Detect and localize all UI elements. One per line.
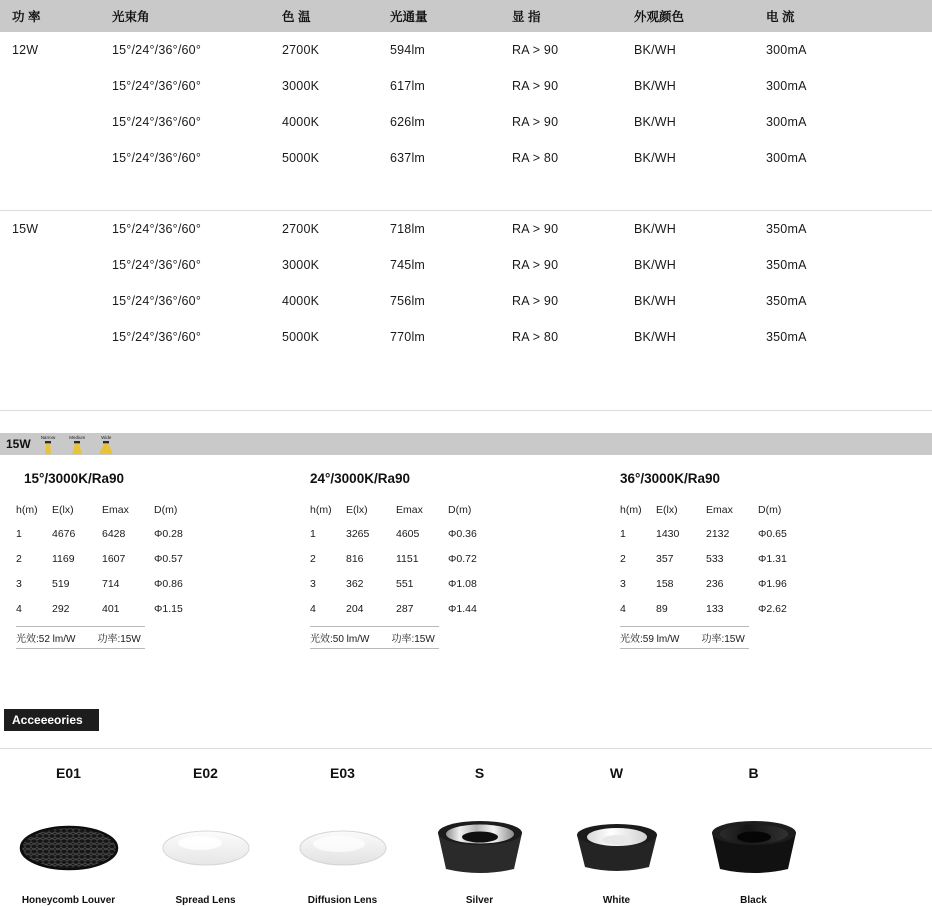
cell-power: [0, 247, 112, 283]
cell-diameter: Φ1.44: [448, 603, 477, 615]
cell-cri: RA > 90: [512, 43, 559, 57]
cell-current: 350mA: [766, 293, 807, 308]
cell-cct: 2700K: [282, 221, 320, 236]
cell-height: 1: [16, 528, 22, 540]
cell-emax: 714: [102, 578, 120, 590]
cell-flux: 626lm: [390, 115, 426, 129]
cell-diameter: Φ1.31: [758, 553, 787, 565]
cell-current: 300mA: [766, 151, 807, 165]
photometric-title: 24°/3000K/Ra90: [310, 471, 410, 486]
cell-emax: 1607: [102, 553, 126, 565]
diffusion-lens-art: [293, 823, 393, 873]
cell-diameter: Φ1.15: [154, 603, 183, 615]
cell-cri: RA > 90: [512, 257, 559, 272]
cell-cct: 3000K: [282, 257, 320, 272]
beam-wide-item: [99, 435, 113, 454]
cell-flux: 745lm: [390, 257, 426, 272]
white-reflector-art: [571, 819, 663, 877]
cell-emax: 2132: [706, 528, 730, 540]
silver-reflector-icon: [411, 815, 548, 881]
cell-current: 300mA: [766, 79, 807, 93]
table-row: [0, 140, 932, 176]
table-row: [620, 528, 818, 553]
cell-height: 4: [620, 603, 626, 615]
cell-cri: RA > 90: [512, 115, 559, 129]
table-row: [16, 578, 214, 603]
accessory-code: E02: [193, 765, 218, 781]
cell-illuminance: 1169: [52, 553, 75, 565]
spec-table-header: [0, 0, 932, 32]
spread-lens-icon: [137, 815, 274, 881]
cell-diameter: Φ0.86: [154, 578, 183, 590]
ph-col-illuminance: E(lx): [52, 504, 74, 516]
cell-beam: 15°/24°/36°/60°: [112, 79, 202, 93]
photometric-column-36deg: [620, 471, 930, 649]
cell-color: BK/WH: [634, 79, 676, 93]
ph-col-emax: Emax: [102, 504, 129, 516]
cell-beam: 15°/24°/36°/60°: [112, 257, 202, 272]
honeycomb-louver-icon: [0, 815, 137, 881]
cell-cri: RA > 80: [512, 151, 559, 165]
accessory-item-black[interactable]: [685, 765, 822, 906]
efficacy-value: 光效:50 lm/W: [310, 634, 370, 645]
table-group-divider: [0, 176, 932, 210]
cell-power: [0, 104, 112, 140]
photometric-header-row: [16, 504, 214, 528]
cell-height: 3: [16, 578, 22, 590]
ph-col-emax: Emax: [396, 504, 423, 516]
cell-emax: 551: [396, 578, 414, 590]
table-row: [0, 283, 932, 319]
photometric-table-body: [16, 528, 214, 628]
beam-icon-group: [41, 435, 114, 454]
cell-color: BK/WH: [634, 221, 676, 236]
spec-header-row: [0, 0, 932, 32]
cell-diameter: Φ1.08: [448, 578, 477, 590]
cell-power: 15W: [12, 221, 39, 236]
cell-diameter: Φ0.28: [154, 528, 183, 540]
col-header-luminous-flux: 光通量: [390, 0, 512, 32]
cell-illuminance: 4676: [52, 528, 76, 540]
cell-beam: 15°/24°/36°/60°: [112, 43, 202, 57]
cell-illuminance: 204: [346, 603, 364, 615]
cell-cri: RA > 90: [512, 221, 559, 236]
cell-illuminance: 519: [52, 578, 70, 590]
cell-height: 3: [310, 578, 316, 590]
col-header-finish-color: 外观颜色: [634, 0, 766, 32]
power-value: 功率:15W: [701, 634, 745, 645]
beam-wide-caption: Wide: [101, 434, 112, 440]
photometric-column-15deg: [0, 471, 310, 649]
divider-cell: [0, 355, 932, 411]
cell-height: 2: [310, 553, 316, 565]
cell-power: [0, 319, 112, 355]
cell-cct: 5000K: [282, 329, 320, 344]
table-row: [16, 603, 214, 628]
cell-illuminance: 3265: [346, 528, 370, 540]
table-row: [0, 210, 932, 247]
cell-power: [0, 140, 112, 176]
cell-illuminance: 1430: [656, 528, 680, 540]
cell-beam: 15°/24°/36°/60°: [112, 329, 202, 344]
divider-cell: [0, 176, 932, 210]
cell-emax: 1151: [396, 553, 419, 565]
cell-height: 4: [16, 603, 22, 615]
ph-col-height: h(m): [16, 504, 38, 516]
accessory-label: Black: [740, 895, 767, 906]
photometric-header-row: [310, 504, 508, 528]
cell-diameter: Φ1.96: [758, 578, 787, 590]
photometric-table-body: [620, 528, 818, 628]
cell-cct: 4000K: [282, 293, 320, 308]
accessories-grid: [0, 749, 932, 906]
accessory-code: S: [474, 765, 485, 781]
cell-cri: RA > 90: [512, 79, 559, 93]
cell-power: [0, 68, 112, 104]
cell-cct: 5000K: [282, 151, 320, 165]
ph-col-height: h(m): [620, 504, 642, 516]
cell-cri: RA > 90: [512, 293, 559, 308]
cell-emax: 133: [706, 603, 724, 615]
cell-emax: 401: [102, 603, 120, 615]
photometric-table-body: [310, 528, 508, 628]
cell-flux: 637lm: [390, 151, 426, 165]
cell-flux: 594lm: [390, 43, 426, 57]
black-reflector-art: [708, 819, 800, 877]
cell-color: BK/WH: [634, 257, 676, 272]
cell-diameter: Φ2.62: [758, 603, 787, 615]
cell-diameter: Φ0.72: [448, 553, 477, 565]
ph-col-height: h(m): [310, 504, 332, 516]
photometric-table: [620, 504, 818, 628]
table-row: [0, 32, 932, 68]
beam-narrow-caption: Narrow: [40, 434, 56, 440]
beam-medium-caption: Medium: [69, 434, 86, 440]
cell-cct: 2700K: [282, 43, 320, 57]
table-row: [620, 603, 818, 628]
col-header-cct: 色 温: [282, 0, 390, 32]
cell-current: 350mA: [766, 329, 807, 344]
cell-current: 300mA: [766, 115, 807, 129]
photometric-table: [16, 504, 214, 628]
photometric-column-24deg: [310, 471, 620, 649]
photometric-table-head: [16, 504, 214, 528]
cell-color: BK/WH: [634, 293, 676, 308]
cell-flux: 718lm: [390, 221, 426, 236]
photometric-footer: [620, 626, 749, 649]
photometric-footer: [310, 626, 439, 649]
accessory-code: E01: [56, 765, 81, 781]
accessories-heading: Acceeeories: [4, 709, 99, 731]
cell-emax: 236: [706, 578, 724, 590]
accessory-item-e01[interactable]: [0, 765, 137, 906]
beam-medium-item: [69, 435, 85, 454]
cell-flux: 617lm: [390, 79, 426, 93]
cell-illuminance: 89: [656, 603, 668, 615]
cell-current: 300mA: [766, 43, 807, 57]
cell-illuminance: 362: [346, 578, 364, 590]
col-header-current: 电 流: [766, 0, 932, 32]
cell-height: 2: [620, 553, 626, 565]
cell-current: 350mA: [766, 221, 807, 236]
ph-col-diameter: D(m): [154, 504, 178, 516]
specification-table: [0, 0, 932, 411]
accessories-section: [0, 709, 932, 906]
beam-narrow-item: [41, 435, 56, 454]
table-row: [0, 68, 932, 104]
table-row: [0, 319, 932, 355]
cell-flux: 770lm: [390, 329, 426, 344]
cell-current: 350mA: [766, 257, 807, 272]
cell-beam: 15°/24°/36°/60°: [112, 221, 202, 236]
photometric-title: 36°/3000K/Ra90: [620, 471, 720, 486]
cell-cri: RA > 80: [512, 329, 559, 344]
spec-table-body: [0, 32, 932, 411]
black-reflector-icon: [685, 815, 822, 881]
cell-color: BK/WH: [634, 151, 676, 165]
wide-beam-icon: [99, 441, 113, 454]
cell-diameter: Φ0.65: [758, 528, 787, 540]
photometric-table-head: [310, 504, 508, 528]
narrow-beam-icon: [41, 441, 55, 454]
table-row: [0, 104, 932, 140]
cell-illuminance: 292: [52, 603, 70, 615]
cell-emax: 4605: [396, 528, 420, 540]
photometric-header-row: [620, 504, 818, 528]
photometric-table: [310, 504, 508, 628]
accessory-label: Diffusion Lens: [307, 895, 378, 906]
ph-col-diameter: D(m): [448, 504, 472, 516]
efficacy-value: 光效:52 lm/W: [16, 634, 76, 645]
photometric-footer: [16, 626, 145, 649]
photometric-header-bar: [0, 433, 932, 455]
cell-beam: 15°/24°/36°/60°: [112, 151, 202, 165]
table-row: [16, 528, 214, 553]
accessory-code: B: [748, 765, 759, 781]
diffusion-lens-icon: [274, 815, 411, 881]
table-row: [310, 578, 508, 603]
cell-illuminance: 158: [656, 578, 674, 590]
ph-col-illuminance: E(lx): [656, 504, 678, 516]
table-row: [0, 247, 932, 283]
ph-col-illuminance: E(lx): [346, 504, 368, 516]
table-row: [620, 553, 818, 578]
col-header-power: 功 率: [0, 0, 112, 32]
ph-col-diameter: D(m): [758, 504, 782, 516]
accessory-item-e02[interactable]: [137, 765, 274, 906]
accessory-label: Spread Lens: [175, 895, 236, 906]
cell-illuminance: 357: [656, 553, 674, 565]
photometric-title: 15°/3000K/Ra90: [24, 471, 124, 486]
cell-beam: 15°/24°/36°/60°: [112, 293, 202, 308]
table-row: [310, 603, 508, 628]
table-bottom-rule: [0, 355, 932, 411]
accessory-label: Honeycomb Louver: [21, 895, 116, 906]
cell-color: BK/WH: [634, 115, 676, 129]
cell-height: 3: [620, 578, 626, 590]
photometric-columns: [0, 455, 932, 649]
cell-emax: 533: [706, 553, 724, 565]
cell-height: 1: [620, 528, 626, 540]
photometric-section: [0, 433, 932, 649]
table-row: [620, 578, 818, 603]
spread-lens-art: [156, 823, 256, 873]
accessory-item-white[interactable]: [548, 765, 685, 906]
accessory-item-silver[interactable]: [411, 765, 548, 906]
cell-diameter: Φ0.57: [154, 553, 183, 565]
cell-color: BK/WH: [634, 329, 676, 344]
power-value: 功率:15W: [391, 634, 435, 645]
col-header-beam-angle: 光束角: [112, 0, 282, 32]
cell-height: 4: [310, 603, 316, 615]
silver-reflector-art: [434, 819, 526, 877]
photometric-table-head: [620, 504, 818, 528]
cell-emax: 287: [396, 603, 414, 615]
power-value: 功率:15W: [97, 634, 141, 645]
cell-cct: 3000K: [282, 79, 320, 93]
photometric-power-badge: 15W: [6, 437, 31, 451]
cell-beam: 15°/24°/36°/60°: [112, 115, 202, 129]
col-header-cri: 显 指: [512, 0, 634, 32]
accessory-label: White: [602, 895, 631, 906]
cell-color: BK/WH: [634, 43, 676, 57]
cell-height: 1: [310, 528, 316, 540]
efficacy-value: 光效:59 lm/W: [620, 634, 680, 645]
cell-height: 2: [16, 553, 22, 565]
cell-power: [0, 283, 112, 319]
table-row: [16, 553, 214, 578]
honeycomb-art: [19, 823, 119, 873]
cell-flux: 756lm: [390, 293, 426, 308]
accessory-code: E03: [330, 765, 355, 781]
cell-illuminance: 816: [346, 553, 364, 565]
medium-beam-icon: [70, 441, 84, 454]
table-row: [310, 528, 508, 553]
white-reflector-icon: [548, 815, 685, 881]
accessory-item-e03[interactable]: [274, 765, 411, 906]
cell-cct: 4000K: [282, 115, 320, 129]
cell-diameter: Φ0.36: [448, 528, 477, 540]
ph-col-emax: Emax: [706, 504, 733, 516]
cell-power: 12W: [12, 43, 39, 57]
accessory-code: W: [609, 765, 624, 781]
cell-emax: 6428: [102, 528, 126, 540]
accessory-label: Silver: [465, 895, 494, 906]
table-row: [310, 553, 508, 578]
